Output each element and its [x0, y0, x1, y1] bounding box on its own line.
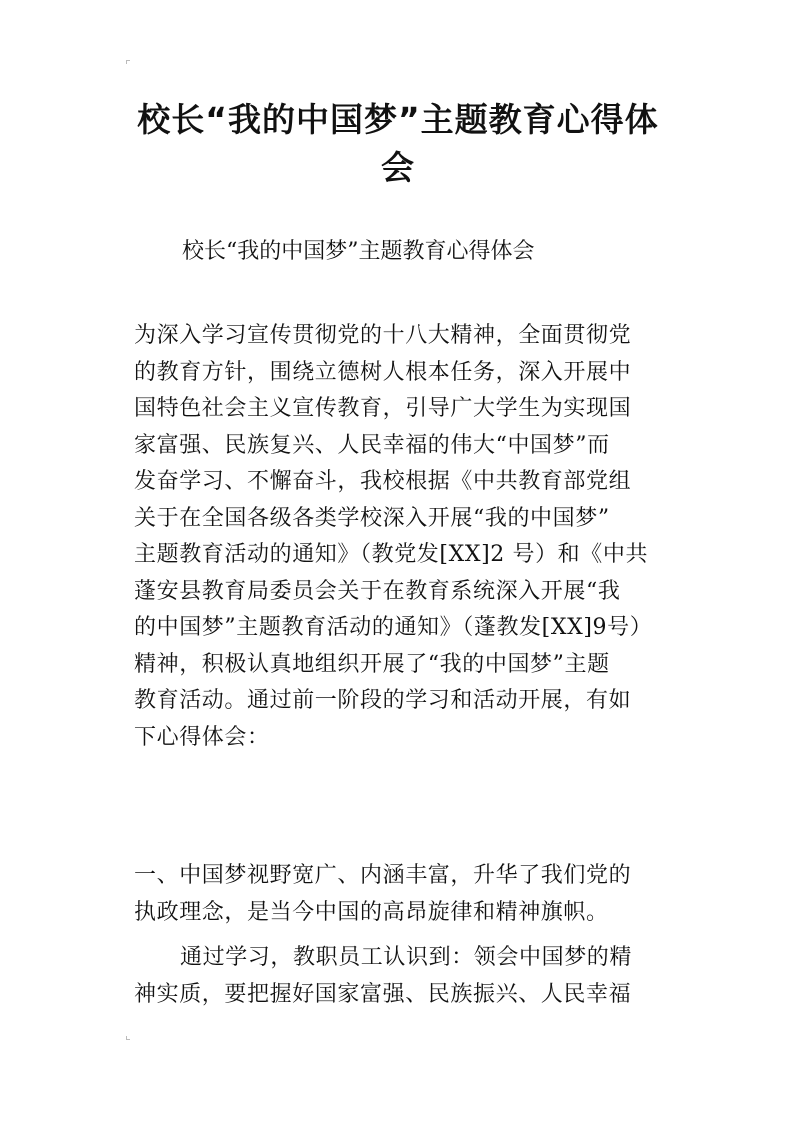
paragraph-line: 主题教育活动的通知》（教党发[XX]2 号）和《中共	[134, 542, 649, 567]
paragraph-line: 为深入学习宣传贯彻党的十八大精神，全面贯彻党	[134, 323, 632, 348]
section-heading-paragraph	[134, 858, 664, 931]
paragraph-line: 发奋学习、不懈奋斗，我校根据《中共教育部党组	[134, 469, 632, 494]
corner-mark-bottom	[126, 1036, 130, 1040]
paragraph-line: 的中国梦”主题教育活动的通知》（蓬教发[XX]9号）	[134, 615, 653, 640]
paragraph-line: 通过学习，教职员工认识到：领会中国梦的精	[180, 945, 633, 970]
paragraph-line: 家富强、民族复兴、人民幸福的伟大“中国梦”而	[134, 432, 610, 458]
intro-paragraph	[134, 318, 664, 756]
paragraph-line: 的教育方针，围绕立德树人根本任务，深入开展中	[134, 359, 632, 385]
paragraph-line: 一、中国梦视野宽广、内涵丰富，升华了我们党的	[134, 863, 632, 888]
document-title: 校长“我的中国梦”主题教育心得体会	[137, 100, 659, 187]
paragraph-line: 精神，积极认真地组织开展了“我的中国梦”主题	[134, 651, 610, 677]
paragraph-line: 蓬安县教育局委员会关于在教育系统深入开展“我	[134, 578, 621, 604]
corner-mark-top	[126, 60, 130, 64]
paragraph-line: 关于在全国各级各类学校深入开展“我的中国梦”	[134, 505, 610, 531]
paragraph-line: 教育活动。通过前一阶段的学习和活动开展，有如	[134, 688, 632, 713]
body-paragraph	[134, 940, 664, 1013]
paragraph-line: 国特色社会主义宣传教育，引导广大学生为实现国	[134, 396, 632, 421]
paragraph-line: 神实质，要把握好国家富强、民族振兴、人民幸福	[134, 981, 632, 1007]
paragraph-line: 下心得体会：	[134, 724, 270, 750]
document-subtitle: 校长“我的中国梦”主题教育心得体会	[182, 239, 535, 264]
paragraph-line: 执政理念，是当今中国的高昂旋律和精神旗帜。	[134, 899, 609, 925]
